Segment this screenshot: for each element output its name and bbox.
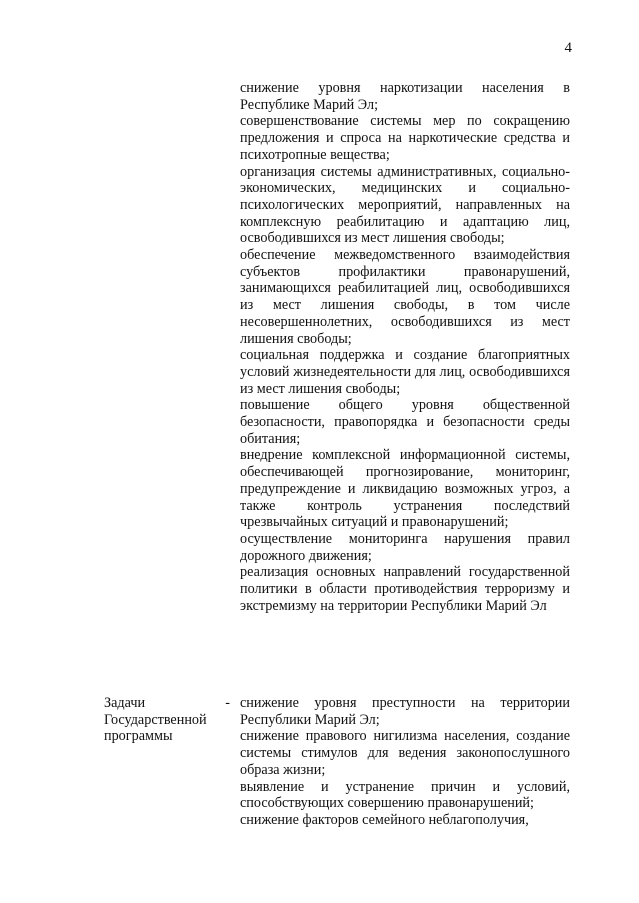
list-item: социальная поддержка и создание благоприятных условий жизнедеятельности для лиц, освободившихся из мест лишения свободы; [240,347,570,397]
tasks-label [104,695,234,745]
page-number: 4 [564,40,572,56]
tasks-label-line: Государственной [104,711,207,728]
list-item: организация системы административных, социально-экономических, медицинских и социально-психологических мероприятий, направленных на комплексную реабилитацию и адаптацию лиц, освободившихся из мест лишения свободы; [240,163,570,247]
list-item: реализация основных направлений государственной политики в области противодействия терроризму и экстремизму на территории Республики Марий Эл [240,564,570,614]
tasks-label-line: программы [104,728,173,745]
list-item: повышение общего уровня общественной безопасности, правопорядка и безопасности среды обитания; [240,397,570,447]
list-item: снижение факторов семейного неблагополучия, [240,811,529,828]
list-item: снижение правового нигилизма населения, создание системы стимулов для ведения законопослушного образа жизни; [240,728,570,778]
list-item: совершенствование системы мер по сокращению предложения и спроса на наркотические средства и психотропные вещества; [240,113,570,163]
list-item: снижение уровня преступности на территории Республики Марий Эл; [240,695,570,728]
tasks-label-line: Задачи [104,695,146,711]
goals-continuation-list [240,80,570,615]
list-item: снижение уровня наркотизации населения в Республике Марий Эл; [240,80,570,113]
label-dash: - [225,695,230,711]
list-item: выявление и устранение причин и условий, способствующих совершению правонарушений; [240,778,570,812]
list-item: осуществление мониторинга нарушения правил дорожного движения; [240,530,570,564]
list-item: обеспечение межведомственного взаимодействия субъектов профилактики правонарушений, занимающихся реабилитацией лиц, освободившихся из мест лишения свободы, в том числе несовершеннолетних, освободившихся из мест лишения свободы; [240,247,570,347]
list-item: внедрение комплексной информационной системы, обеспечивающей прогнозирование, мониторинг, предупреждение и ликвидацию возможных угроз, а также контроль устранения последствий чрезвычайных ситуаций и правонарушений; [240,447,570,531]
tasks-list [240,695,570,829]
